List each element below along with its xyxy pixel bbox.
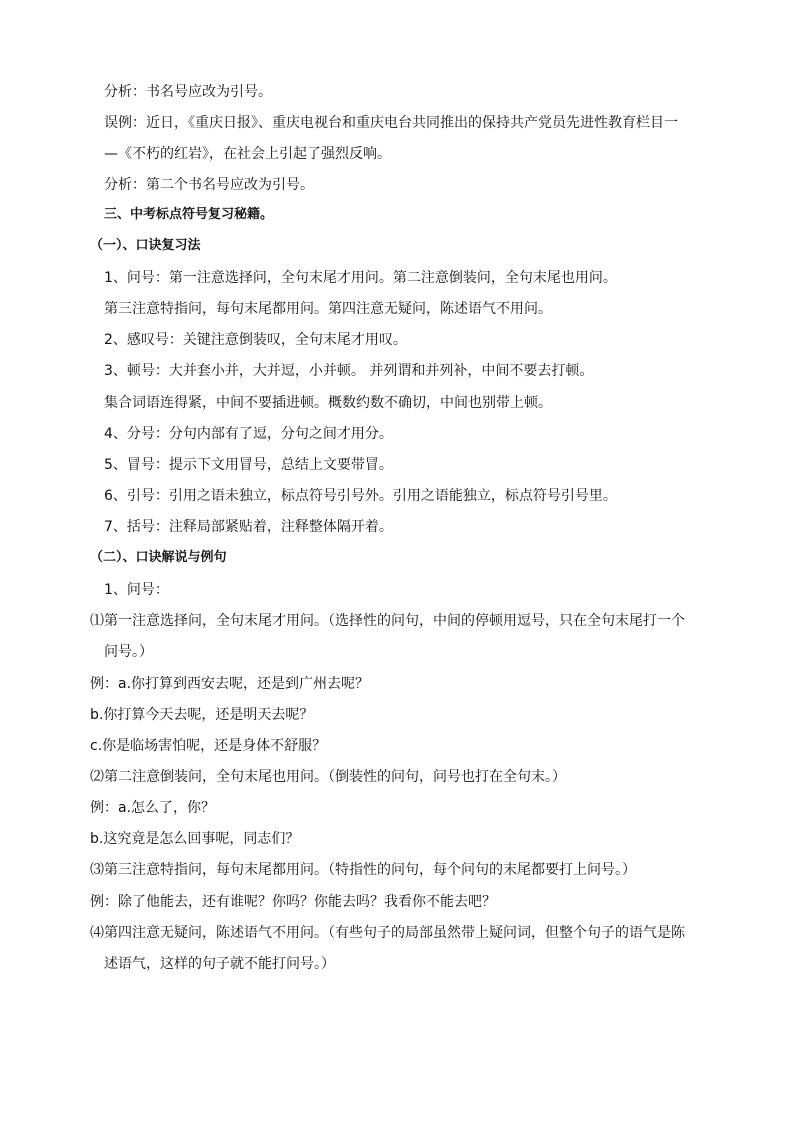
rule-1-line-1: ⑴第一注意选择问，全句末尾才用问。（选择性的问句，中间的停顿用逗号，只在全句末尾打一个 (90, 613, 685, 629)
example-2a: 例：a.怎么了，你？ (90, 800, 216, 816)
section-heading-3: 三、中考标点符号复习秘籍。 (104, 207, 274, 222)
analysis-line-1: 分析：书名号应改为引号。 (104, 84, 272, 100)
analysis-line-2: 分析：第二个书名号应改为引号。 (104, 177, 314, 193)
rhyme-enumeration-comma-2: 集合词语连得紧，中间不要插进顿。概数约数不确切，中间也别带上顿。 (104, 395, 552, 411)
rhyme-quotation-marks: 6、引号：引用之语未独立，标点符号引号外。引用之语能独立，标点符号引号里。 (104, 488, 617, 504)
rhyme-question-mark-2: 第三注意特指问，每句末尾都用问。第四注意无疑问，陈述语气不用问。 (104, 301, 552, 317)
rhyme-parentheses: 7、括号：注释局部紧贴着，注释整体隔开着。 (104, 519, 393, 535)
rhyme-semicolon: 4、分号：分句内部有了逗，分句之间才用分。 (104, 426, 393, 442)
example-1a: 例：a.你打算到西安去呢，还是到广州去呢？ (90, 676, 370, 692)
error-example-line-2: —《不朽的红岩》，在社会上引起了强烈反响。 (104, 146, 391, 162)
subsection-heading-1: （一）、口诀复习法 (90, 238, 201, 253)
subsection-heading-2: （二）、口诀解说与例句 (90, 550, 227, 565)
example-2b: b.这究竟是怎么回事呢，同志们？ (90, 831, 300, 847)
rhyme-exclamation-mark: 2、感叹号：关键注意倒装叹，全句末尾才用叹。 (104, 332, 407, 348)
example-1c: c.你是临场害怕呢，还是身体不舒服？ (90, 738, 327, 754)
rule-1-line-2: 问号。） (104, 644, 153, 660)
rule-4-line-2: 述语气，这样的句子就不能打问号。） (104, 956, 335, 972)
rhyme-enumeration-comma-1: 3、顿号：大并套小并，大并逗，小并顿。 并列谓和并列补，中间不要去打顿。 (104, 363, 594, 379)
error-example-line-1: 误例：近日，《重庆日报》、重庆电视台和重庆电台共同推出的保持共产党员先进性教育栏目一 (104, 115, 678, 131)
rule-2: ⑵第二注意倒装问，全句末尾也用问。（倒装性的问句，问号也打在全句末。） (90, 769, 566, 785)
rhyme-colon: 5、冒号：提示下文用冒号，总结上文要带冒。 (104, 457, 393, 473)
example-1b: b.你打算今天去呢，还是明天去呢？ (90, 707, 314, 723)
example-3: 例：除了他能去，还有谁呢？你吗？你能去吗？我看你不能去吧？ (90, 894, 496, 910)
rhyme-question-mark-1: 1、问号：第一注意选择问，全句末尾才用问。第二注意倒装问，全句末尾也用问。 (104, 270, 617, 286)
rule-4-line-1: ⑷第四注意无疑问，陈述语气不用问。（有些句子的局部虽然带上疑问词，但整个句子的语气是陈 (90, 925, 685, 941)
question-mark-heading: 1、问号： (104, 582, 169, 598)
rule-3: ⑶第三注意特指问，每句末尾都用问。（特指性的问句，每个问句的末尾都要打上问号。） (90, 862, 636, 878)
